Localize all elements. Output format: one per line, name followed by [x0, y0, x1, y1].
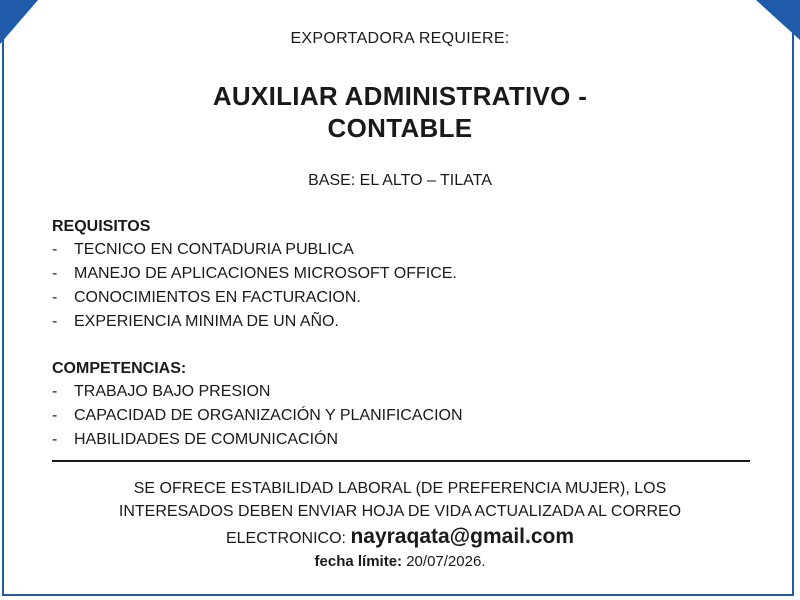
email-line: [0, 524, 800, 552]
divider-line: [52, 460, 750, 462]
list-dash: -: [52, 431, 58, 448]
list-item-text: CONOCIMIENTOS EN FACTURACION.: [74, 289, 361, 306]
list-item-text: HABILIDADES DE COMUNICACIÓN: [74, 431, 339, 448]
email-address[interactable]: nayraqata@gmail.com: [350, 525, 575, 548]
competencias-section: [52, 358, 752, 452]
job-title-line1: AUXILIAR ADMINISTRATIVO -: [212, 81, 588, 111]
list-item-text: EXPERIENCIA MINIMA DE UN AÑO.: [74, 313, 339, 330]
offer-line2: INTERESADOS DEBEN ENVIAR HOJA DE VIDA ACTUALIZADA AL CORREO: [118, 503, 682, 520]
header-text: EXPORTADORA REQUIERE:: [290, 30, 510, 47]
list-dash: -: [52, 383, 58, 400]
list-item: [52, 404, 752, 428]
offer-text: [0, 477, 800, 523]
deadline-label: fecha límite:: [314, 553, 403, 570]
list-dash: -: [52, 289, 58, 306]
list-item-text: TECNICO EN CONTADURIA PUBLICA: [74, 241, 354, 258]
deadline-value: 20/07/2026.: [402, 553, 486, 570]
competencias-heading: COMPETENCIAS:: [52, 360, 187, 377]
list-item: [52, 238, 752, 262]
list-item-text: CAPACIDAD DE ORGANIZACIÓN Y PLANIFICACION: [74, 407, 463, 424]
list-dash: -: [52, 265, 58, 282]
list-item-text: MANEJO DE APLICACIONES MICROSOFT OFFICE.: [74, 265, 457, 282]
list-item: [52, 286, 752, 310]
list-item: [52, 428, 752, 452]
email-prefix: ELECTRONICO:: [225, 530, 351, 547]
base-location: BASE: EL ALTO – TILATA: [308, 172, 492, 189]
list-dash: -: [52, 407, 58, 424]
requisitos-heading: REQUISITOS: [52, 218, 151, 235]
requisitos-section: [52, 216, 752, 334]
list-item: [52, 262, 752, 286]
list-dash: -: [52, 241, 58, 258]
list-dash: -: [52, 313, 58, 330]
competencias-list: [52, 380, 752, 452]
list-item: [52, 380, 752, 404]
job-title: [0, 80, 800, 144]
list-item-text: TRABAJO BAJO PRESION: [74, 383, 271, 400]
requisitos-list: [52, 238, 752, 334]
deadline: [0, 552, 800, 572]
job-title-line2: CONTABLE: [327, 113, 473, 143]
list-item: [52, 310, 752, 334]
offer-line1: SE OFRECE ESTABILIDAD LABORAL (DE PREFERENCIA MUJER), LOS: [133, 480, 667, 497]
